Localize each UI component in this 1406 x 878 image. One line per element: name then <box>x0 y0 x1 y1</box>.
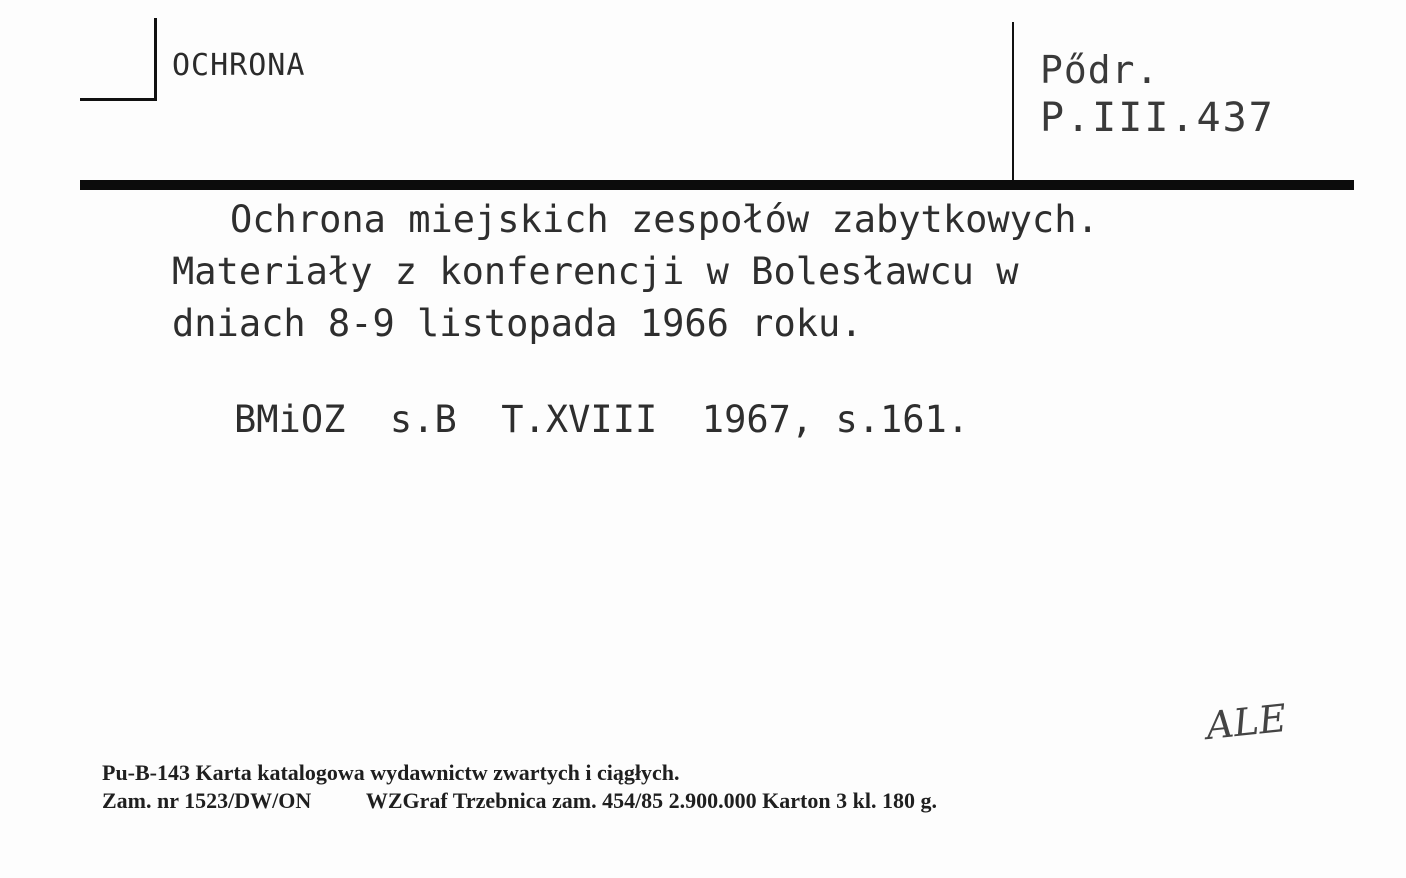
shelfmark-divider <box>1012 22 1014 182</box>
subject-heading: OCHRONA <box>172 48 306 83</box>
printer-imprint-line: Pu-B-143 Karta katalogowa wydawnictw zwartych i ciągłych. <box>102 760 680 785</box>
description-block <box>172 194 1099 350</box>
handwritten-initials: ALE <box>1203 695 1289 749</box>
shelf-mark: P.III.437 <box>1040 95 1275 141</box>
citation-line: BMiOZ s.B T.XVIII 1967, s.161. <box>234 398 970 441</box>
shelf-type-label: Pődr. <box>1040 48 1160 92</box>
description-line: Ochrona miejskich zespołów zabytkowych. <box>230 198 1099 241</box>
description-line: Materiały z konferencji w Bolesławcu w <box>172 250 1019 293</box>
heading-bracket-vertical <box>154 18 157 100</box>
heading-bracket-horizontal <box>80 98 157 101</box>
description-line: dniach 8-9 listopada 1966 roku. <box>172 302 863 345</box>
printer-imprint-line: Zam. nr 1523/DW/ON WZGraf Trzebnica zam. 454/85 2.900.000 Karton 3 kl. 180 g. <box>102 788 937 813</box>
heading-rule <box>80 180 1354 190</box>
